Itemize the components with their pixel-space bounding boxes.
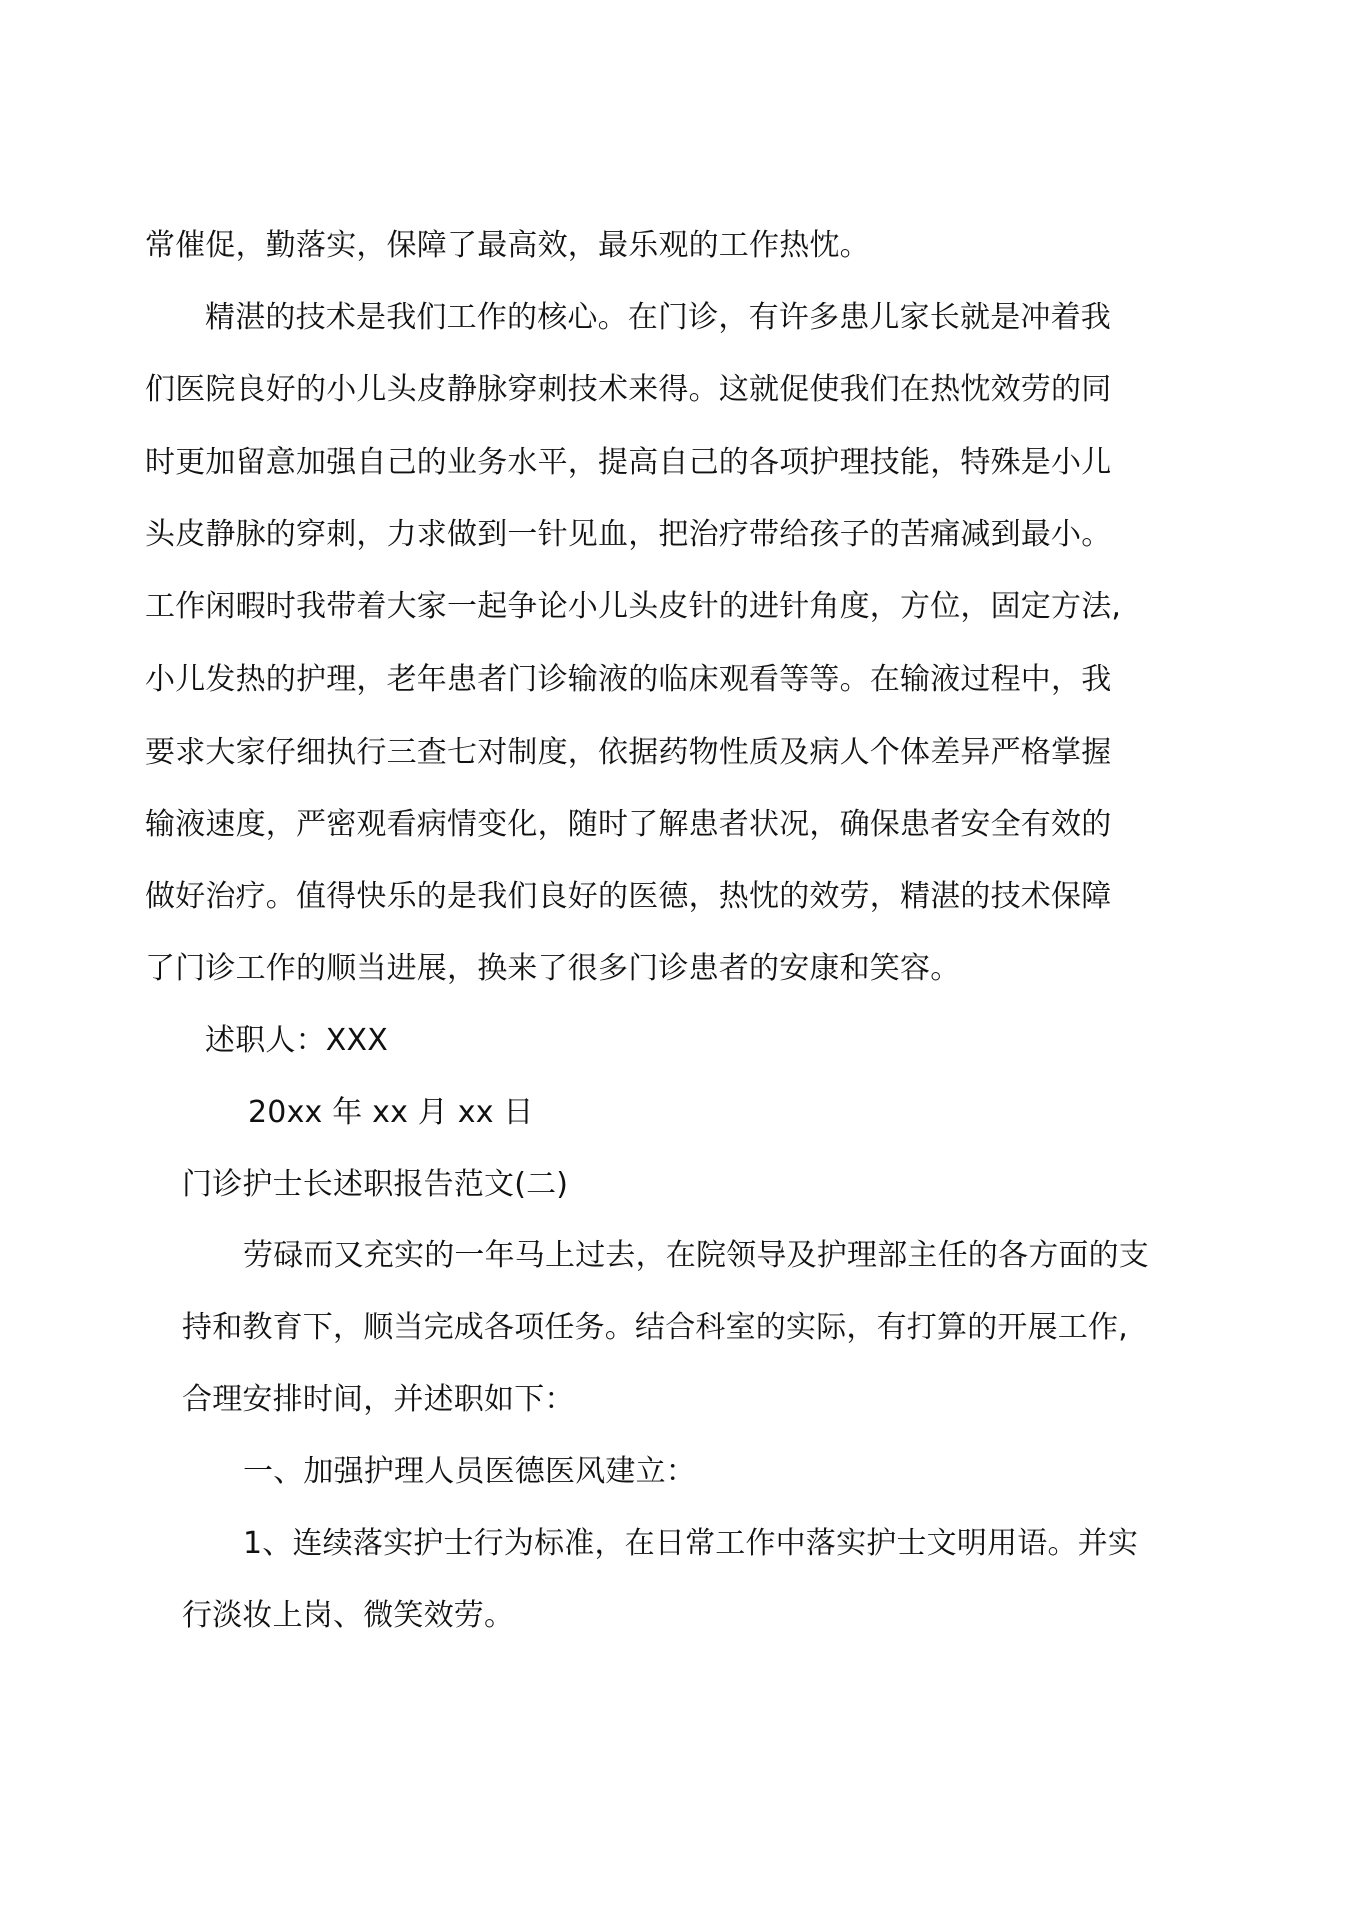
paragraph-line: 精湛的技术是我们工作的核心。在门诊，有许多患儿家长就是冲着我: [205, 300, 1111, 335]
paragraph-line: 工作闲暇时我带着大家一起争论小儿头皮针的进针角度，方位，固定方法,: [145, 589, 1122, 624]
paragraph-line: 时更加留意加强自己的业务水平，提高自己的各项护理技能，特殊是小儿: [145, 445, 1112, 480]
paragraph-line: 持和教育下，顺当完成各项任务。结合科室的实际，有打算的开展工作,: [182, 1310, 1128, 1345]
paragraph-line: 头皮静脉的穿刺，力求做到一针见血，把治疗带给孩子的苦痛减到最小。: [145, 517, 1112, 552]
section-heading: 一、加强护理人员医德医风建立：: [243, 1454, 696, 1489]
paragraph-line: 输液速度，严密观看病情变化，随时了解患者状况，确保患者安全有效的: [145, 807, 1112, 842]
paragraph-line: 小儿发热的护理，老年患者门诊输液的临床观看等等。在输液过程中，我: [145, 662, 1112, 697]
date: 20xx 年 xx 月 xx 日: [248, 1095, 534, 1130]
paragraph-line: 做好治疗。值得快乐的是我们良好的医德，热忱的效劳，精湛的技术保障: [145, 879, 1112, 914]
signature: 述职人：XXX: [205, 1023, 389, 1058]
paragraph-line: 们医院良好的小儿头皮静脉穿刺技术来得。这就促使我们在热忱效劳的同: [145, 372, 1112, 407]
section-title: 门诊护士长述职报告范文(二): [182, 1167, 569, 1202]
paragraph-line: 劳碌而又充实的一年马上过去，在院领导及护理部主任的各方面的支: [243, 1238, 1149, 1273]
paragraph-line: 合理安排时间，并述职如下：: [182, 1382, 575, 1417]
list-item-line: 1、连续落实护士行为标准，在日常工作中落实护士文明用语。并实: [243, 1526, 1139, 1561]
paragraph-line: 常催促，勤落实，保障了最高效，最乐观的工作热忱。: [145, 228, 870, 263]
paragraph-line: 了门诊工作的顺当进展，换来了很多门诊患者的安康和笑容。: [145, 951, 961, 986]
paragraph-line: 要求大家仔细执行三查七对制度，依据药物性质及病人个体差异严格掌握: [145, 735, 1112, 770]
list-item-line: 行淡妆上岗、微笑效劳。: [182, 1598, 515, 1633]
